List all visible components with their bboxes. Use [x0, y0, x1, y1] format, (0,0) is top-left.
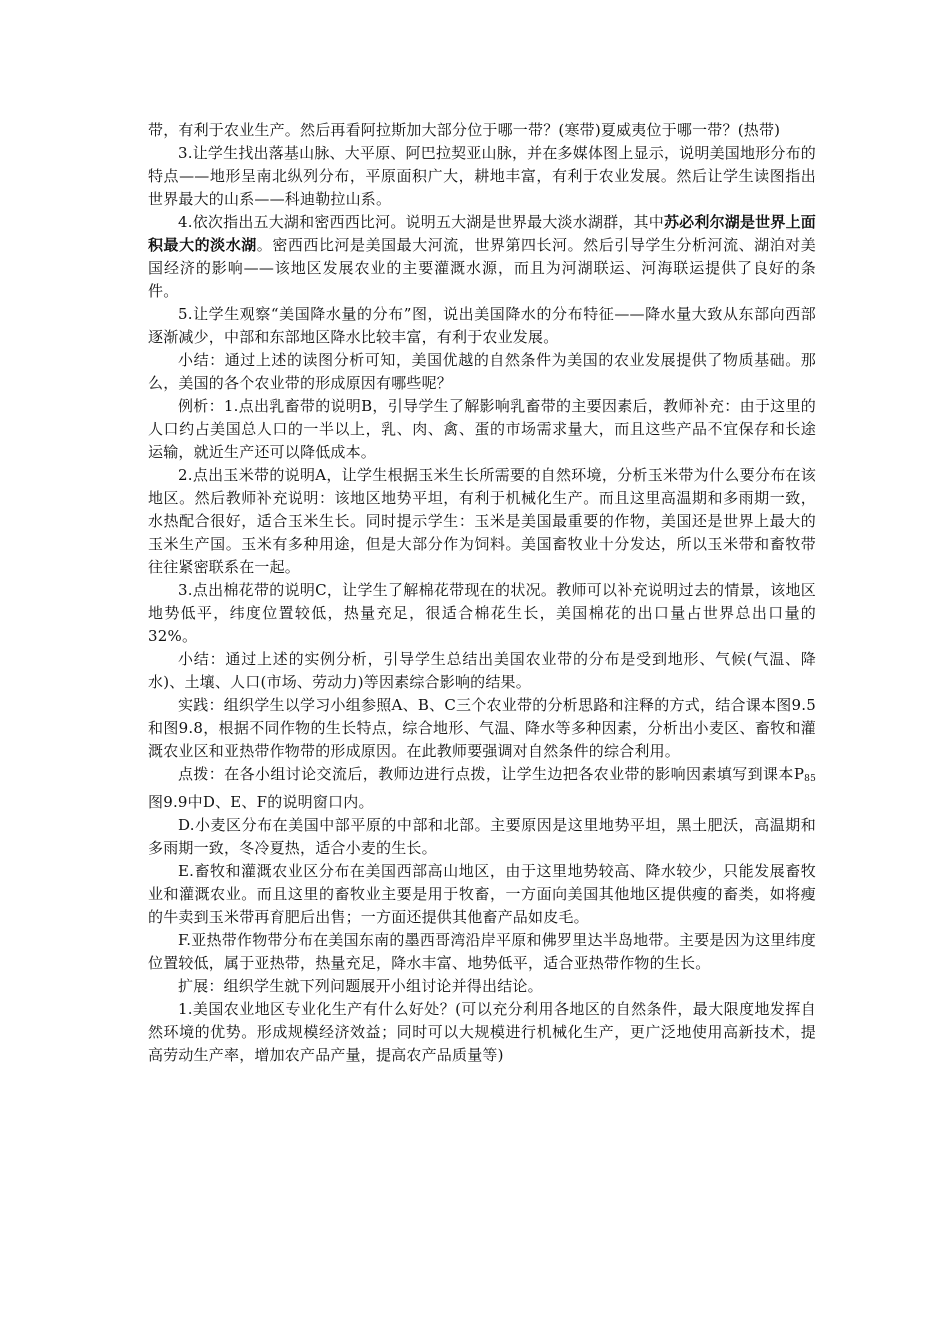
paragraph-text: 4.依次指出五大湖和密西西比河。说明五大湖是世界最大淡水湖群，其中 [178, 213, 664, 231]
emphasized-text: 苏必利尔湖是世界上面积最大的淡水湖 [148, 213, 816, 254]
paragraph: 例析：1.点出乳畜带的说明B，引导学生了解影响乳畜带的主要因素后，教师补充：由于这里的人口约占美国总人口的一半以上，乳、肉、禽、蛋的市场需求量大，而且这些产品不宜保存和长途运输，就近生产还可以降低成本。 [148, 397, 816, 461]
paragraph-text: 图9.9中D、E、F的说明窗口内。 [148, 793, 374, 811]
document-body [148, 119, 816, 1067]
paragraph: D.小麦区分布在美国中部平原的中部和北部。主要原因是这里地势平坦，黑土肥沃，高温期和多雨期一致，冬冷夏热，适合小麦的生长。 [148, 816, 816, 857]
paragraph: 5.让学生观察“美国降水量的分布”图，说出美国降水的分布特征——降水量大致从东部向西部逐渐减少，中部和东部地区降水比较丰富，有利于农业发展。 [148, 305, 816, 346]
paragraph [148, 211, 816, 303]
paragraph: 小结：通过上述的实例分析，引导学生总结出美国农业带的分布是受到地形、气候(气温、降水)、土壤、人口(市场、劳动力)等因素综合影响的结果。 [148, 650, 816, 691]
paragraph: E.畜牧和灌溉农业区分布在美国西部高山地区，由于这里地势较高、降水较少，只能发展畜牧业和灌溉农业。而且这里的畜牧业主要是用于牧畜，一方面向美国其他地区提供瘦的畜类，如将瘦的牛卖到玉米带再育肥后出售；一方面还提供其他畜产品如皮毛。 [148, 862, 816, 926]
page-subscript: 85 [804, 774, 816, 784]
paragraph: 2.点出玉米带的说明A，让学生根据玉米生长所需要的自然环境，分析玉米带为什么要分布在该地区。然后教师补充说明：该地区地势平坦，有利于机械化生产。而且这里高温期和多雨期一致，水热配合很好，适合玉米生长。同时提示学生：玉米是美国最重要的作物，美国还是世界上最大的玉米生产国。玉米有多种用途，但是大部分作为饲料。美国畜牧业十分发达，所以玉米带和畜牧带往往紧密联系在一起。 [148, 466, 816, 576]
paragraph: 1.美国农业地区专业化生产有什么好处？(可以充分利用各地区的自然条件，最大限度地发挥自然环境的优势。形成规模经济效益；同时可以大规模进行机械化生产，更广泛地使用高新技术，提高劳动生产率，增加农产品产量，提高农产品质量等) [148, 1000, 816, 1064]
paragraph-text: 。密西西比河是美国最大河流，世界第四长河。然后引导学生分析河流、湖泊对美国经济的影响——该地区发展农业的主要灌溉水源，而且为河湖联运、河海联运提供了良好的条件。 [148, 236, 816, 300]
paragraph [148, 763, 816, 814]
paragraph: F.亚热带作物带分布在美国东南的墨西哥湾沿岸平原和佛罗里达半岛地带。主要是因为这里纬度位置较低，属于亚热带，热量充足，降水丰富、地势低平，适合亚热带作物的生长。 [148, 931, 816, 972]
paragraph: 带，有利于农业生产。然后再看阿拉斯加大部分位于哪一带？(寒带)夏威夷位于哪一带？(热带) [148, 121, 781, 139]
paragraph: 小结：通过上述的读图分析可知，美国优越的自然条件为美国的农业发展提供了物质基础。那么，美国的各个农业带的形成原因有哪些呢？ [148, 351, 816, 392]
paragraph-text: 点拨：在各小组讨论交流后，教师边进行点拨，让学生边把各农业带的影响因素填写到课本P [178, 765, 805, 783]
paragraph: 3.让学生找出落基山脉、大平原、阿巴拉契亚山脉，并在多媒体图上显示，说明美国地形分布的特点——地形呈南北纵列分布，平原面积广大，耕地丰富，有利于农业发展。然后让学生读图指出世界最大的山系——科迪勒拉山系。 [148, 144, 816, 208]
paragraph: 3.点出棉花带的说明C，让学生了解棉花带现在的状况。教师可以补充说明过去的情景，该地区地势低平，纬度位置较低，热量充足，很适合棉花生长，美国棉花的出口量占世界总出口量的32%。 [148, 581, 816, 645]
paragraph: 实践：组织学生以学习小组参照A、B、C三个农业带的分析思路和注释的方式，结合课本图9.5和图9.8，根据不同作物的生长特点，综合地形、气温、降水等多种因素，分析出小麦区、畜牧和灌溉农业区和亚热带作物带的形成原因。在此教师要强调对自然条件的综合利用。 [148, 696, 816, 760]
paragraph: 扩展：组织学生就下列问题展开小组讨论并得出结论。 [178, 977, 543, 995]
